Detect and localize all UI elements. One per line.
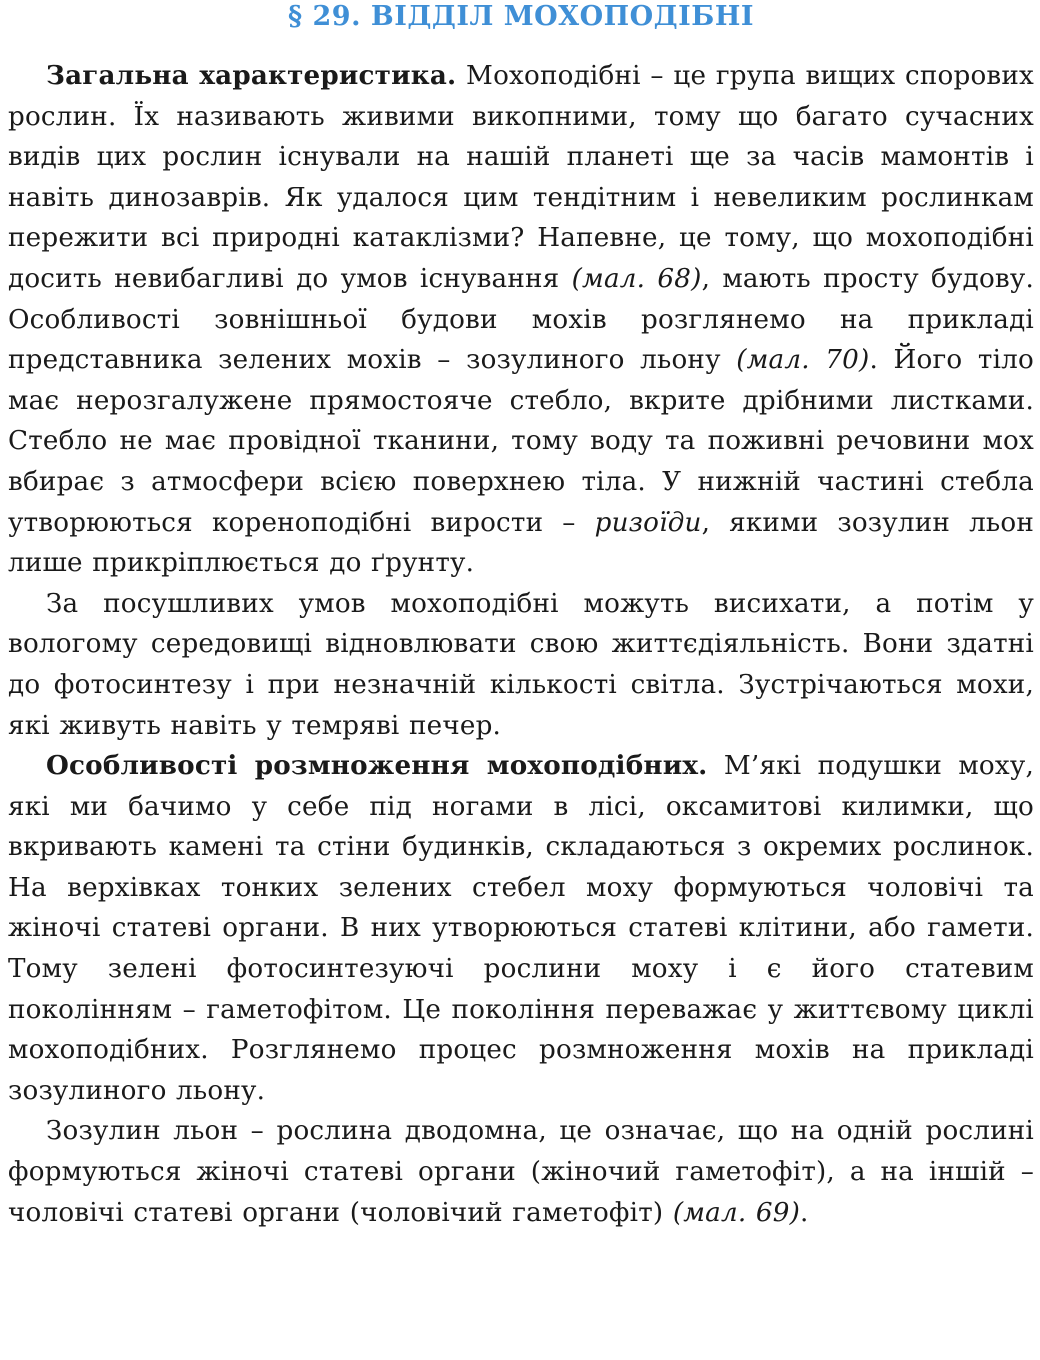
term-rhizoids: ризоїди (594, 507, 702, 538)
text-run: . Його тіло має нерозгалужене прямостояче стебло, вкрите дрібними листками. Стебло не має провідної тканини, тому воду та поживні речовини мох вбирає з атмосфери всією поверхнею тіла. У нижній частині стебла утворюються кореноподібні вирости – (8, 345, 1034, 538)
figure-reference: (мал. 68) (571, 263, 702, 294)
paragraph-reproduction (8, 746, 1034, 1111)
text-run: , якими зозулин льон лише прикріплюється до ґрунту. (8, 507, 1034, 579)
paragraph-drought: За посушливих умов мохоподібні можуть висихати, а потім у вологому середовищі відновлювати свою життєдіяльність. Вони здатні до фотосинтезу і при незначній кількості світла. Зустрічаються мохи, які живуть навіть у темряві печер. (8, 588, 1034, 741)
text-run: Мохоподібні – це група вищих спорових рослин. Їх називають живими викопними, тому що багато сучасних видів цих рослин існували на нашій планеті ще за часів мамонтів і навіть динозаврів. Як удалося цим тендітним і невеликим рослинкам пережити всі природні катаклізми? Напевне, це тому, що мохоподібні досить невибагливі до умов існування (8, 61, 1034, 294)
textbook-page (8, 0, 1034, 1360)
paragraph-heading: Особливості розмноження мохоподібних. (46, 750, 708, 782)
paragraph-dioecious (8, 1111, 1034, 1233)
text-run: . (800, 1197, 809, 1228)
paragraph-general-characteristics (8, 56, 1034, 584)
figure-reference: (мал. 70) (736, 345, 870, 376)
section-title: § 29. ВІДДІЛ МОХОПОДІБНІ (287, 1, 754, 32)
text-run: , мають просту будову. Особливості зовнішньої будови мохів розглянемо на прикладі представника зелених мохів – зозулиного льону (8, 263, 1034, 376)
paragraph-heading: Загальна характеристика. (46, 60, 457, 91)
figure-reference: (мал. 69) (672, 1197, 801, 1228)
text-run: М’які подушки моху, які ми бачимо у себе під ногами в лісі, оксамитові килимки, що вкривають камені та стіни будинків, складаються з окремих рослинок. На верхівках тонких зелених стебел моху формуються чоловічі та жіночі статеві органи. В них утворюються статеві клітини, або гамети. Тому зелені фотосинтезуючі рослини моху і є його статевим поколінням – гаметофітом. Це покоління переважає у життєвому циклі мохоподібних. Розглянемо процес розмноження мохів на прикладі зозулиного льону. (8, 751, 1034, 1106)
text-run: Зозулин льон – рослина дводомна, це означає, що на одній рослині формуються жіночі статеві органи (жіночий гаметофіт), а на іншій – чоловічі статеві органи (чоловічий гаметофіт) (8, 1116, 1034, 1228)
body-text (8, 56, 1034, 1233)
